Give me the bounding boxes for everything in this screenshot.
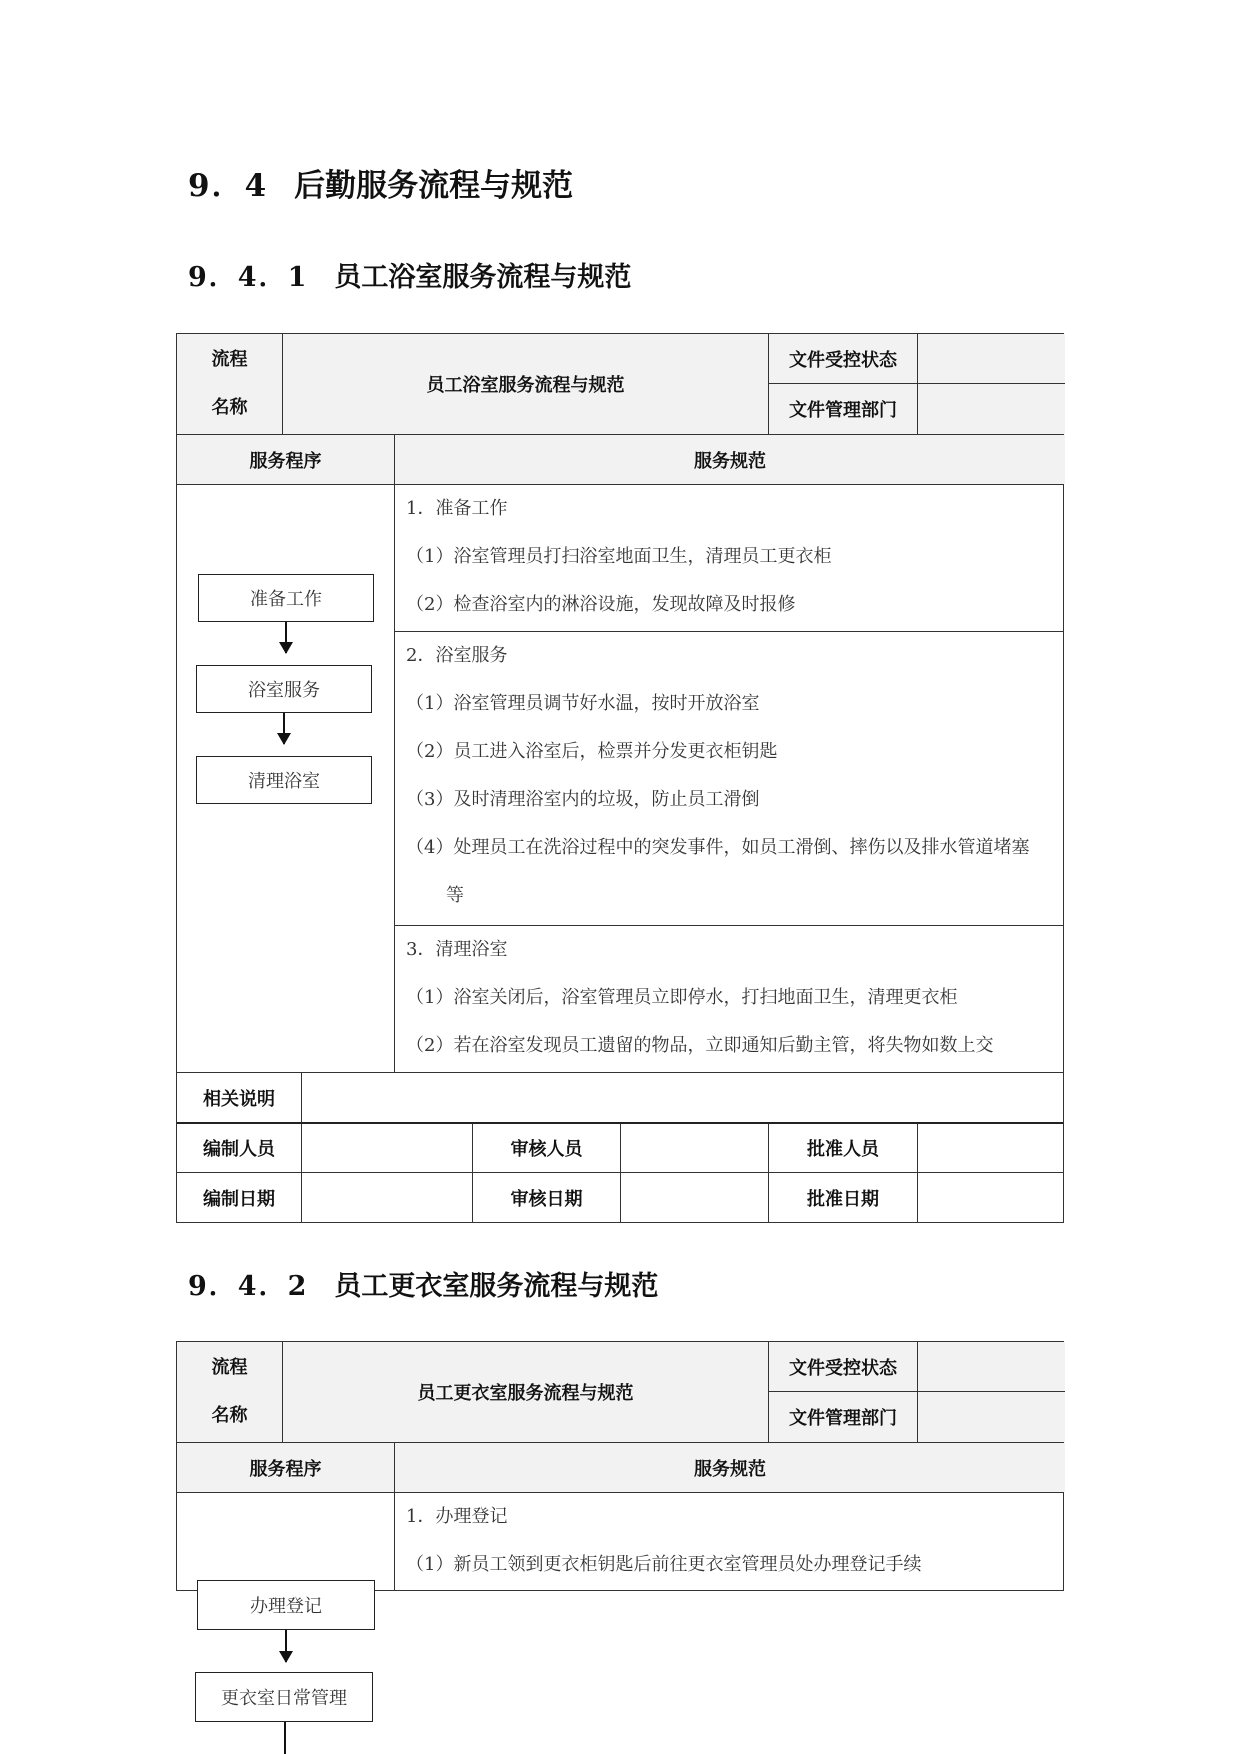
related-notes-value[interactable]	[301, 1073, 1065, 1122]
approve-date-label: 批准日期	[768, 1173, 917, 1222]
flow-step-2: 浴室服务	[196, 665, 372, 713]
signature-row	[177, 1122, 1063, 1172]
service-spec-header: 服务规范	[394, 435, 1065, 484]
review-date-label: 审核日期	[472, 1173, 620, 1222]
spec-line: 2．浴室服务	[406, 645, 508, 666]
process-label-1: 流程	[211, 1357, 248, 1378]
spec-line: （1）浴室关闭后，浴室管理员立即停水，打扫地面卫生，清理更衣柜	[406, 987, 958, 1008]
service-spec-header: 服务规范	[394, 1443, 1065, 1492]
approver-label: 批准人员	[768, 1124, 917, 1172]
spec-line: （2）检查浴室内的淋浴设施，发现故障及时报修	[406, 594, 796, 615]
flow-arrow	[283, 713, 285, 744]
spec-section-1	[394, 485, 1063, 632]
chapter-heading	[188, 160, 573, 205]
section-heading-942	[188, 1264, 658, 1303]
spec-line: （4）处理员工在洗浴过程中的突发事件，如员工滑倒、摔伤以及排水管道堵塞	[406, 837, 1030, 858]
flow-arrow	[284, 1722, 286, 1754]
process-name-label	[177, 1342, 282, 1442]
table-header-row	[177, 334, 1063, 434]
process-label-2: 名称	[211, 1405, 248, 1426]
spec-line: （1）新员工领到更衣柜钥匙后前往更衣室管理员处办理登记手续	[406, 1554, 922, 1575]
process-title: 员工更衣室服务流程与规范	[282, 1342, 768, 1442]
spec-section-2	[394, 632, 1063, 926]
section-heading-941	[188, 255, 631, 294]
mgmt-dept-value[interactable]	[917, 384, 1065, 434]
process-label-1: 流程	[211, 349, 248, 370]
section-title: 员工浴室服务流程与规范	[334, 262, 632, 293]
approve-date-value[interactable]	[917, 1173, 1065, 1222]
approver-value[interactable]	[917, 1124, 1065, 1172]
chapter-number: 9．4	[188, 168, 269, 204]
mgmt-dept-label: 文件管理部门	[768, 1392, 917, 1442]
service-procedure-header: 服务程序	[177, 1443, 394, 1492]
compiler-label: 编制人员	[203, 1139, 275, 1160]
spec-section-3	[394, 926, 1063, 1073]
control-status-value[interactable]	[917, 1342, 1065, 1392]
locker-room-process-table	[176, 1341, 1064, 1591]
compile-date-value[interactable]	[301, 1173, 472, 1222]
flow-step-1: 准备工作	[198, 574, 374, 622]
date-row	[177, 1172, 1063, 1222]
service-procedure-header: 服务程序	[177, 435, 394, 484]
section-title: 员工更衣室服务流程与规范	[334, 1271, 659, 1302]
compiler-value[interactable]	[301, 1124, 472, 1172]
table-body	[177, 484, 1063, 1072]
flow-arrow	[285, 622, 287, 653]
control-status-label: 文件受控状态	[768, 1342, 917, 1392]
spec-line: 等	[446, 885, 464, 906]
section-number: 9．4．1	[188, 262, 309, 293]
flow-arrow	[285, 1630, 287, 1662]
flow-step-1: 办理登记	[197, 1580, 375, 1630]
process-title: 员工浴室服务流程与规范	[282, 334, 768, 434]
reviewer-label: 审核人员	[472, 1124, 620, 1172]
compile-date-label: 编制日期	[203, 1188, 275, 1210]
spec-line: （1）浴室管理员调节好水温，按时开放浴室	[406, 693, 760, 714]
spec-line: 3．清理浴室	[406, 939, 508, 960]
notes-row	[177, 1072, 1063, 1122]
column-header-row	[177, 1442, 1063, 1492]
process-name-label	[177, 334, 282, 434]
spec-line: 1．办理登记	[406, 1506, 508, 1527]
mgmt-dept-label: 文件管理部门	[768, 384, 917, 434]
bathroom-process-table	[176, 333, 1064, 1223]
table-header-row	[177, 1342, 1063, 1442]
section-number: 9．4．2	[188, 1271, 309, 1302]
reviewer-value[interactable]	[620, 1124, 768, 1172]
related-notes-label: 相关说明	[203, 1088, 275, 1110]
flow-step-3: 清理浴室	[196, 756, 372, 804]
control-status-label: 文件受控状态	[768, 334, 917, 384]
spec-line: 1．准备工作	[406, 498, 508, 519]
spec-line: （2）员工进入浴室后，检票并分发更衣柜钥匙	[406, 741, 778, 762]
table-body	[177, 1492, 1063, 1590]
process-label-2: 名称	[211, 397, 248, 418]
spec-section-1	[394, 1493, 1063, 1591]
spec-line: （1）浴室管理员打扫浴室地面卫生，清理员工更衣柜	[406, 546, 832, 567]
spec-line: （3）及时清理浴室内的垃圾，防止员工滑倒	[406, 789, 760, 810]
review-date-value[interactable]	[620, 1173, 768, 1222]
spec-line: （2）若在浴室发现员工遗留的物品，立即通知后勤主管，将失物如数上交	[406, 1035, 994, 1056]
mgmt-dept-value[interactable]	[917, 1392, 1065, 1442]
column-header-row	[177, 434, 1063, 484]
control-status-value[interactable]	[917, 334, 1065, 384]
chapter-title: 后勤服务流程与规范	[294, 168, 574, 204]
flow-step-2: 更衣室日常管理	[195, 1672, 373, 1722]
